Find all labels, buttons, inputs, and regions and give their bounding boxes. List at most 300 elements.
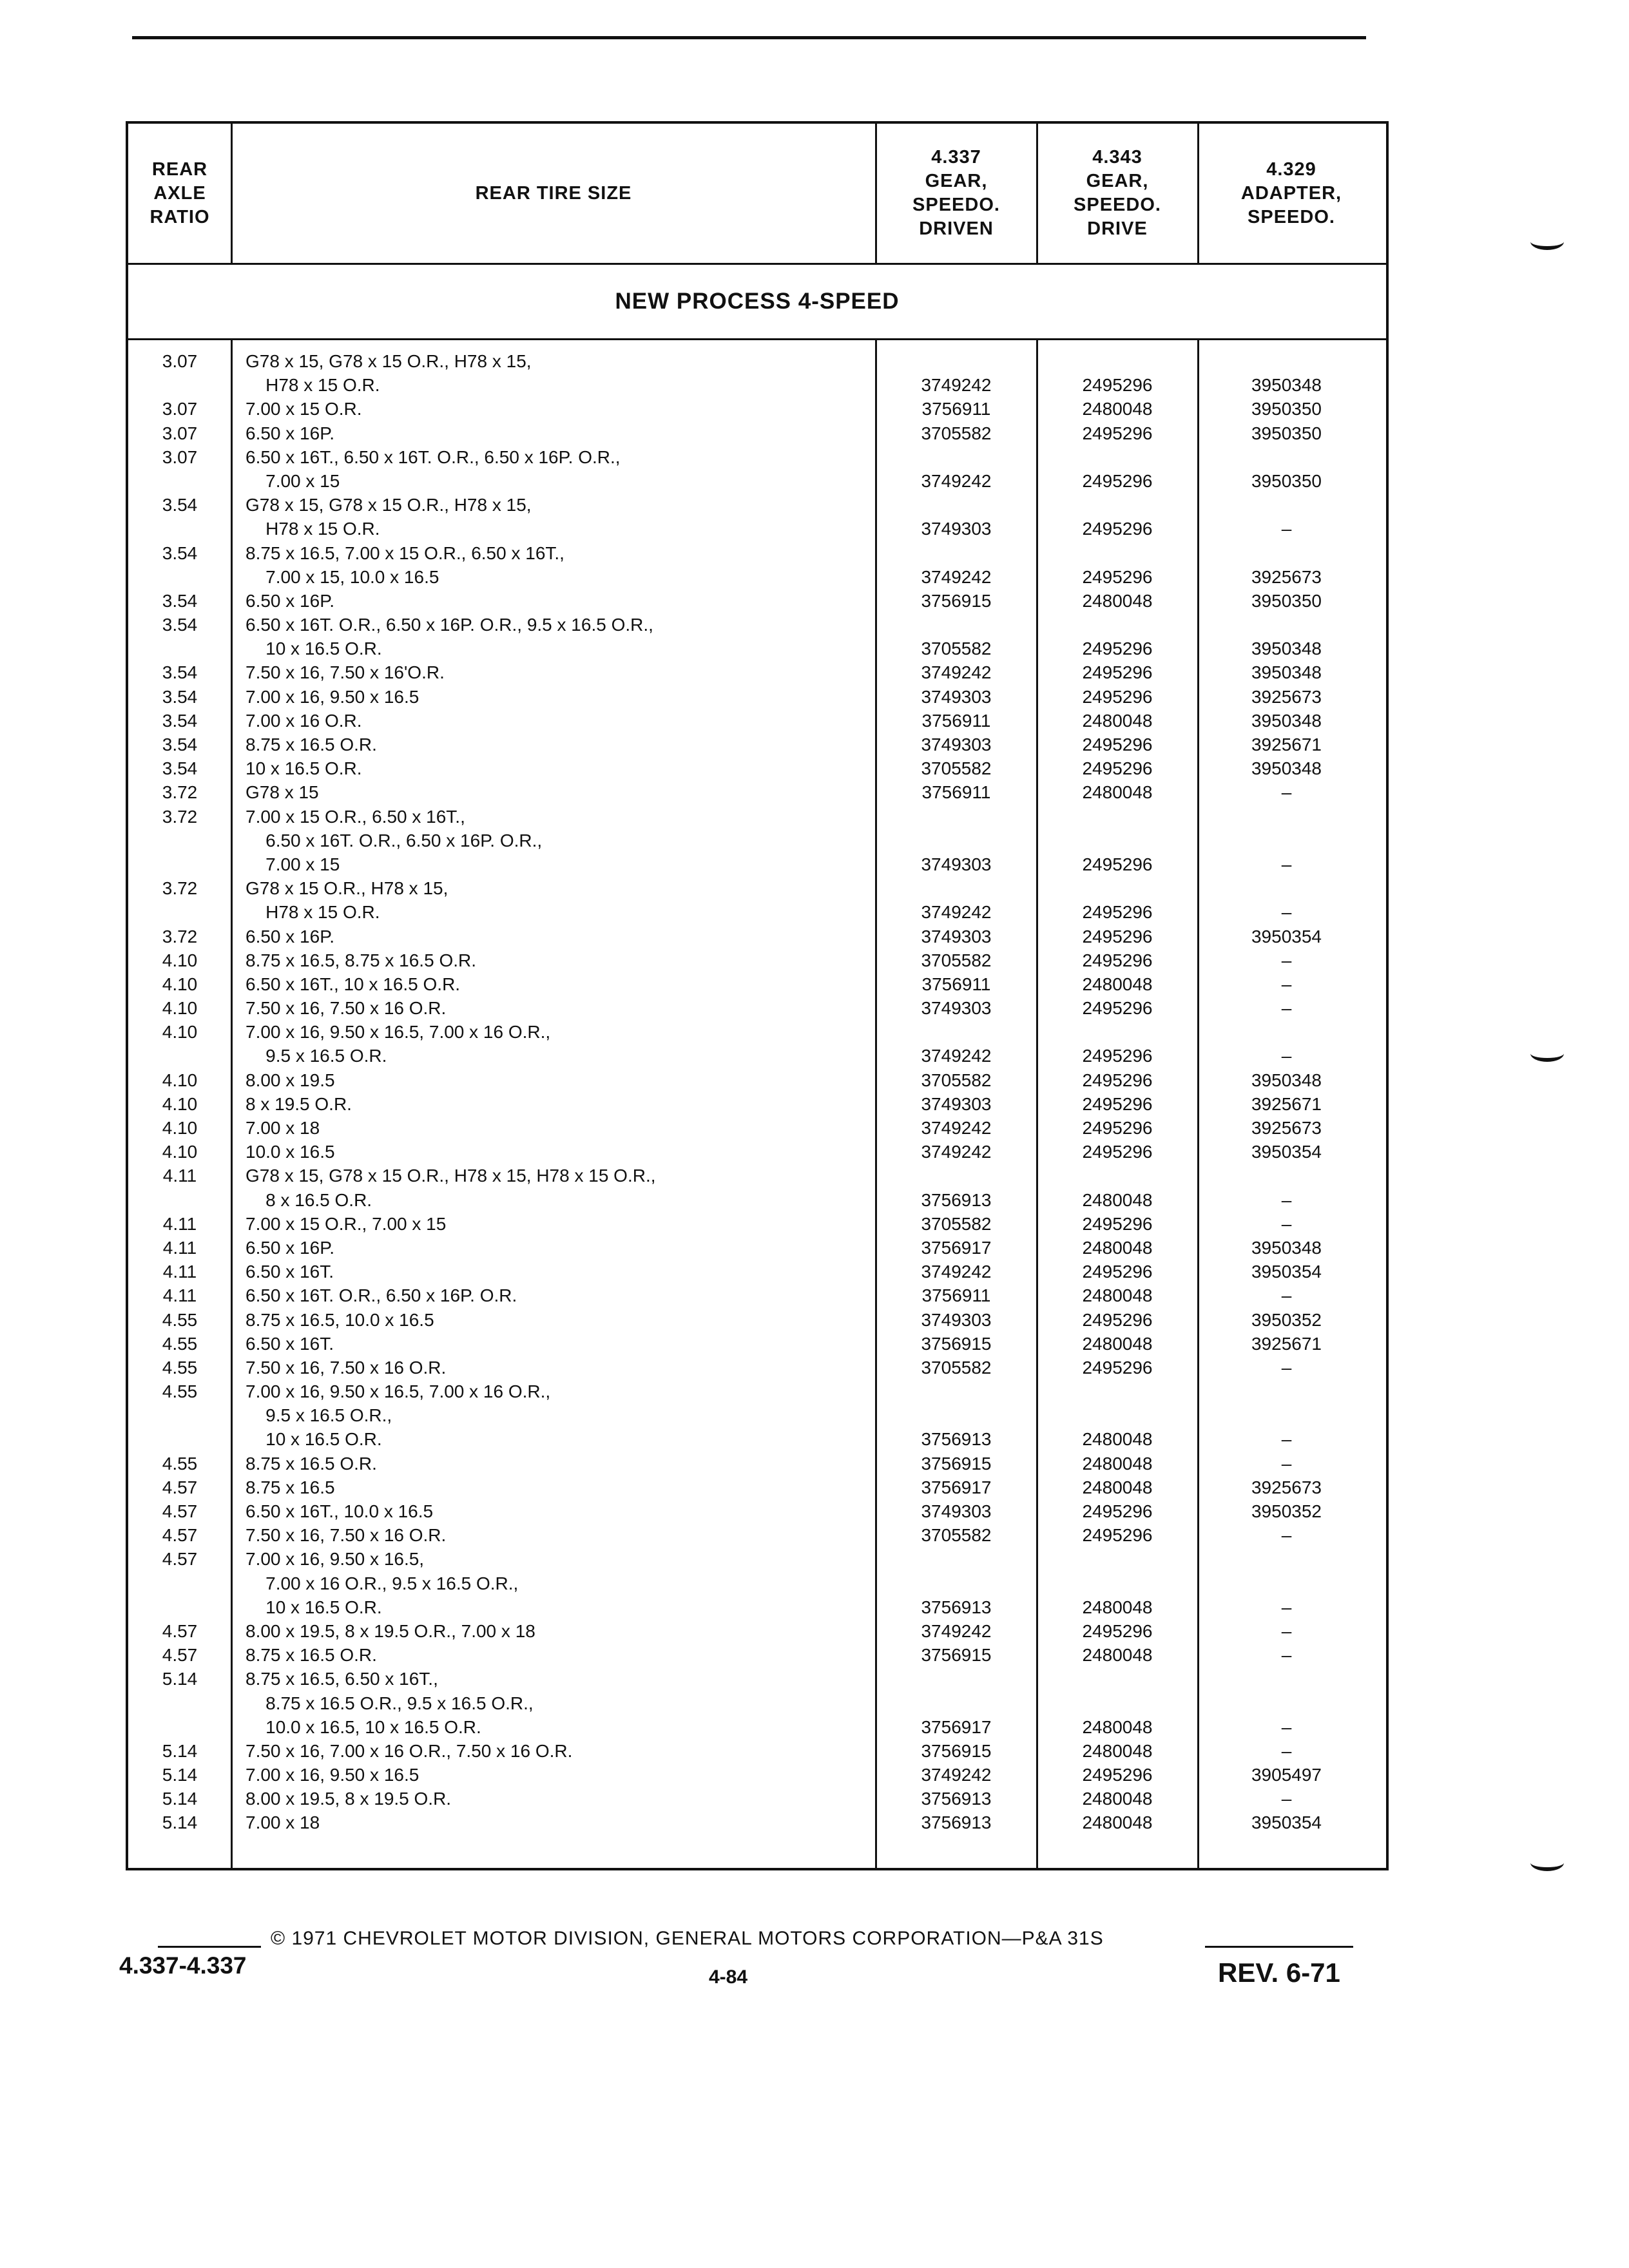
gear-speedo-driven-cell — [876, 1020, 1037, 1044]
table-row — [128, 1811, 1386, 1834]
top-rule — [132, 36, 1366, 39]
adapter-speedo-cell: 3925673 — [1251, 1118, 1322, 1138]
rear-axle-ratio-cell: 4.55 — [162, 1309, 198, 1330]
adapter-speedo-cell — [1198, 805, 1375, 829]
table-row — [128, 1308, 1386, 1332]
gear-speedo-driven-cell: 3749303 — [921, 1093, 992, 1114]
rear-axle-ratio-cell: 4.11 — [162, 1166, 197, 1186]
rear-tire-size-cell: 7.00 x 16, 9.50 x 16.5, — [246, 1549, 425, 1570]
header-gear-speedo-drive: 4.343 GEAR, SPEEDO. DRIVE — [1074, 147, 1161, 239]
header-gear-speedo-driven: 4.337 GEAR, SPEEDO. DRIVEN — [912, 147, 1000, 239]
gear-speedo-driven-cell — [876, 1571, 1037, 1595]
footer-rule — [1205, 1946, 1353, 1948]
adapter-speedo-cell: 3950354 — [1251, 1262, 1322, 1282]
gear-speedo-drive-cell — [1037, 349, 1198, 373]
table-row — [128, 349, 1386, 373]
rear-axle-ratio-cell — [128, 565, 231, 589]
adapter-speedo-cell: – — [1281, 1429, 1292, 1450]
gear-speedo-driven-cell: 3756911 — [921, 710, 991, 731]
gear-speedo-driven-cell: 3756915 — [921, 1645, 992, 1666]
rear-axle-ratio-cell: 3.54 — [162, 615, 198, 635]
rear-tire-size-cell: 6.50 x 16P. — [246, 590, 335, 611]
table-row — [128, 589, 1386, 613]
rear-tire-size-cell: 6.50 x 16T. O.R., 6.50 x 16P. O.R., 9.5 x 16.5 O.R., — [246, 615, 653, 635]
rear-tire-size-cell: 8.75 x 16.5, 7.00 x 15 O.R., 6.50 x 16T., — [246, 543, 564, 563]
table-row — [128, 756, 1386, 780]
adapter-speedo-cell: – — [1281, 1597, 1292, 1617]
rear-tire-size-cell: 10.0 x 16.5 — [246, 1142, 335, 1162]
rear-axle-ratio-cell: 4.57 — [162, 1525, 198, 1546]
table-row — [128, 685, 1386, 709]
table-row — [128, 1715, 1386, 1739]
rear-tire-size-cell: 6.50 x 16T., 6.50 x 16T. O.R., 6.50 x 16P. O.R., — [246, 447, 621, 467]
adapter-speedo-cell — [1198, 1547, 1375, 1571]
adapter-speedo-cell: 3950350 — [1251, 423, 1322, 443]
gear-speedo-drive-cell: 2495296 — [1082, 423, 1153, 443]
gear-speedo-drive-cell: 2495296 — [1082, 1262, 1153, 1282]
adapter-speedo-cell — [1198, 445, 1375, 469]
gear-speedo-driven-cell: 3756917 — [921, 1237, 992, 1258]
gear-speedo-drive-cell: 2480048 — [1082, 1429, 1153, 1450]
gear-speedo-driven-cell: 3756915 — [921, 1740, 992, 1761]
rear-axle-ratio-cell: 4.57 — [162, 1620, 198, 1641]
gear-speedo-driven-cell: 3749303 — [921, 686, 992, 707]
rear-tire-size-cell: 7.00 x 18 — [246, 1812, 320, 1833]
gear-speedo-driven-cell: 3749303 — [921, 998, 992, 1019]
gear-speedo-driven-cell: 3705582 — [921, 1525, 992, 1546]
rear-tire-size-cell: 7.00 x 16, 9.50 x 16.5, 7.00 x 16 O.R., — [246, 1022, 551, 1043]
adapter-speedo-cell — [1198, 1020, 1375, 1044]
rear-tire-size-cell: 10 x 16.5 O.R. — [246, 639, 382, 659]
table-row — [128, 1044, 1386, 1068]
table-row — [128, 1619, 1386, 1643]
table-row — [128, 733, 1386, 756]
margin-tick-mark — [1530, 1854, 1564, 1871]
rear-tire-size-cell: 8 x 16.5 O.R. — [246, 1189, 372, 1210]
table-row — [128, 1427, 1386, 1451]
rear-tire-size-cell: 7.00 x 15 O.R., 7.00 x 15 — [246, 1213, 447, 1234]
rear-tire-size-cell: 10 x 16.5 O.R. — [246, 1597, 382, 1617]
gear-speedo-driven-cell: 3705582 — [921, 758, 992, 779]
adapter-speedo-cell: – — [1281, 1716, 1292, 1737]
adapter-speedo-cell: – — [1281, 1285, 1292, 1306]
adapter-speedo-cell — [1198, 1164, 1375, 1187]
table-row — [128, 1691, 1386, 1715]
adapter-speedo-cell: – — [1281, 974, 1292, 994]
gear-speedo-drive-cell: 2480048 — [1082, 1812, 1153, 1833]
gear-speedo-drive-cell: 2480048 — [1082, 1477, 1153, 1497]
rear-axle-ratio-cell: 4.55 — [162, 1357, 198, 1378]
table-row — [128, 876, 1386, 900]
rear-tire-size-cell: 7.00 x 16 O.R., 9.5 x 16.5 O.R., — [246, 1573, 519, 1593]
rear-axle-ratio-cell: 3.54 — [162, 662, 198, 683]
rear-axle-ratio-cell: 3.54 — [162, 590, 198, 611]
gear-speedo-driven-cell: 3749242 — [921, 1765, 992, 1785]
table-row — [128, 517, 1386, 541]
adapter-speedo-cell: 3950354 — [1251, 926, 1322, 947]
rear-axle-ratio-cell — [128, 1571, 231, 1595]
table-row — [128, 1140, 1386, 1164]
adapter-speedo-cell: 3925671 — [1251, 735, 1322, 754]
rear-tire-size-cell: H78 x 15 O.R. — [246, 375, 380, 396]
rear-tire-size-cell: 10.0 x 16.5, 10 x 16.5 O.R. — [246, 1716, 481, 1737]
rear-tire-size-cell: 6.50 x 16T. — [246, 1333, 334, 1354]
table-row — [128, 780, 1386, 804]
margin-tick-mark — [1530, 1045, 1564, 1062]
rear-axle-ratio-cell: 3.54 — [162, 543, 198, 563]
rear-axle-ratio-cell: 5.14 — [162, 1765, 198, 1785]
rear-tire-size-cell: 7.00 x 15 — [246, 854, 340, 874]
gear-speedo-drive-cell: 2495296 — [1082, 1309, 1153, 1330]
adapter-speedo-cell: – — [1281, 1357, 1292, 1378]
table-row — [128, 565, 1386, 589]
gear-speedo-drive-cell: 2495296 — [1082, 1118, 1153, 1138]
rear-tire-size-cell: 7.00 x 16, 9.50 x 16.5, 7.00 x 16 O.R., — [246, 1381, 551, 1402]
rear-axle-ratio-cell: 5.14 — [162, 1740, 198, 1761]
rear-axle-ratio-cell: 4.57 — [162, 1501, 198, 1521]
adapter-speedo-cell: 3950352 — [1251, 1501, 1322, 1521]
rear-tire-size-cell: 6.50 x 16P. — [246, 926, 335, 947]
gear-speedo-drive-cell: 2495296 — [1082, 998, 1153, 1019]
gear-speedo-driven-cell: 3756911 — [921, 782, 991, 803]
adapter-speedo-cell: 3925671 — [1251, 1093, 1322, 1114]
rear-tire-size-cell: 6.50 x 16T., 10 x 16.5 O.R. — [246, 974, 461, 994]
gear-speedo-driven-cell — [876, 541, 1037, 565]
table-row — [128, 1212, 1386, 1236]
rear-tire-size-cell: 8.75 x 16.5 O.R., 9.5 x 16.5 O.R., — [246, 1693, 534, 1713]
table-row — [128, 1739, 1386, 1763]
section-title: NEW PROCESS 4-SPEED — [128, 263, 1386, 340]
table-row — [128, 1379, 1386, 1403]
table-row — [128, 660, 1386, 684]
gear-speedo-driven-cell: 3749242 — [921, 566, 992, 587]
adapter-speedo-cell: 3905497 — [1251, 1765, 1322, 1785]
rear-axle-ratio-cell: 4.10 — [162, 1022, 198, 1043]
table-row — [128, 469, 1386, 493]
gear-speedo-driven-cell: 3749242 — [921, 470, 992, 491]
table-row — [128, 613, 1386, 637]
rear-tire-size-cell: 7.50 x 16, 7.50 x 16 O.R. — [246, 1525, 447, 1546]
table-row — [128, 1068, 1386, 1092]
table-row — [128, 1164, 1386, 1187]
adapter-speedo-cell — [1198, 1691, 1375, 1715]
rear-axle-ratio-cell: 4.10 — [162, 974, 198, 994]
rear-axle-ratio-cell: 3.54 — [162, 495, 198, 515]
adapter-speedo-cell: – — [1281, 782, 1292, 803]
rear-tire-size-cell: G78 x 15, G78 x 15 O.R., H78 x 15, H78 x 15 O.R., — [246, 1166, 656, 1186]
gear-speedo-driven-cell: 3756913 — [921, 1597, 992, 1617]
gear-speedo-drive-cell — [1037, 876, 1198, 900]
gear-speedo-driven-cell: 3749242 — [921, 1262, 992, 1282]
gear-speedo-drive-cell: 2480048 — [1082, 399, 1153, 419]
margin-tick-mark — [1530, 233, 1564, 250]
rear-tire-size-cell: 7.50 x 16, 7.50 x 16'O.R. — [246, 662, 445, 683]
gear-speedo-driven-cell: 3705582 — [921, 639, 992, 659]
gear-speedo-driven-cell: 3749242 — [921, 1620, 992, 1641]
gear-speedo-drive-cell — [1037, 1379, 1198, 1403]
adapter-speedo-cell: – — [1281, 519, 1292, 539]
gear-speedo-drive-cell — [1037, 805, 1198, 829]
rear-axle-ratio-cell — [128, 1595, 231, 1619]
rear-tire-size-cell: G78 x 15 — [246, 782, 319, 803]
header-divider — [875, 124, 877, 263]
rear-axle-ratio-cell: 3.54 — [162, 735, 198, 754]
gear-speedo-driven-cell — [876, 805, 1037, 829]
header-divider — [1036, 124, 1038, 263]
adapter-speedo-cell: 3950348 — [1251, 639, 1322, 659]
rear-tire-size-cell: 7.00 x 18 — [246, 1118, 320, 1138]
rear-axle-ratio-cell — [128, 517, 231, 541]
table-row — [128, 1523, 1386, 1547]
rear-axle-ratio-cell: 3.54 — [162, 758, 198, 779]
rear-tire-size-cell: H78 x 15 O.R. — [246, 519, 380, 539]
gear-speedo-drive-cell: 2480048 — [1082, 1740, 1153, 1761]
rear-tire-size-cell: 7.00 x 15, 10.0 x 16.5 — [246, 566, 439, 587]
gear-speedo-driven-cell: 3749303 — [921, 926, 992, 947]
rear-axle-ratio-cell: 4.57 — [162, 1477, 198, 1497]
gear-speedo-driven-cell: 3705582 — [921, 423, 992, 443]
gear-speedo-driven-cell: 3756915 — [921, 1333, 992, 1354]
gear-speedo-drive-cell — [1037, 1691, 1198, 1715]
adapter-speedo-cell: 3950350 — [1251, 399, 1322, 419]
gear-speedo-driven-cell: 3756913 — [921, 1189, 992, 1210]
rear-axle-ratio-cell: 3.54 — [162, 710, 198, 731]
gear-speedo-drive-cell: 2495296 — [1082, 566, 1153, 587]
rear-tire-size-cell: 8.75 x 16.5, 8.75 x 16.5 O.R. — [246, 950, 476, 970]
gear-speedo-driven-cell: 3749303 — [921, 519, 992, 539]
adapter-speedo-cell: – — [1281, 1789, 1292, 1809]
rear-tire-size-cell: 10 x 16.5 O.R. — [246, 1429, 382, 1450]
rear-axle-ratio-cell: 3.07 — [162, 447, 198, 467]
rear-tire-size-cell: 6.50 x 16T., 10.0 x 16.5 — [246, 1501, 434, 1521]
adapter-speedo-cell — [1198, 1667, 1375, 1691]
rear-axle-ratio-cell: 5.14 — [162, 1789, 198, 1809]
adapter-speedo-cell: 3950348 — [1251, 1070, 1322, 1090]
rear-axle-ratio-cell: 4.11 — [162, 1237, 197, 1258]
rear-axle-ratio-cell — [128, 1691, 231, 1715]
gear-speedo-drive-cell: 2480048 — [1082, 974, 1153, 994]
adapter-speedo-cell: 3925673 — [1251, 1477, 1322, 1497]
rear-axle-ratio-cell: 4.11 — [162, 1213, 197, 1234]
adapter-speedo-cell — [1198, 876, 1375, 900]
gear-speedo-drive-cell: 2495296 — [1082, 1357, 1153, 1378]
rear-tire-size-cell: 8 x 19.5 O.R. — [246, 1093, 352, 1114]
page-number: 4-84 — [709, 1966, 748, 1988]
page-footer — [0, 1920, 1629, 2023]
gear-speedo-drive-cell: 2480048 — [1082, 590, 1153, 611]
header-rear-tire-size: REAR TIRE SIZE — [475, 182, 632, 204]
gear-speedo-drive-cell: 2495296 — [1082, 902, 1153, 923]
rear-axle-ratio-cell: 4.57 — [162, 1549, 198, 1570]
rear-tire-size-cell: 9.5 x 16.5 O.R. — [246, 1046, 387, 1066]
rear-axle-ratio-cell — [128, 469, 231, 493]
rear-tire-size-cell: 10 x 16.5 O.R. — [246, 758, 362, 779]
table-row — [128, 948, 1386, 972]
rear-tire-size-cell: 8.75 x 16.5 O.R. — [246, 1645, 377, 1666]
rear-axle-ratio-cell: 4.55 — [162, 1381, 198, 1402]
gear-speedo-driven-cell — [876, 876, 1037, 900]
table-row — [128, 829, 1386, 852]
table-row — [128, 805, 1386, 829]
gear-speedo-drive-cell: 2495296 — [1082, 1142, 1153, 1162]
rear-tire-size-cell: 6.50 x 16T. — [246, 1262, 334, 1282]
gear-speedo-driven-cell — [876, 1403, 1037, 1427]
gear-speedo-driven-cell: 3756917 — [921, 1477, 992, 1497]
header-adapter-speedo: 4.329 ADAPTER, SPEEDO. — [1240, 159, 1342, 227]
gear-speedo-driven-cell: 3749242 — [921, 375, 992, 396]
rear-axle-ratio-cell: 3.72 — [162, 926, 198, 947]
adapter-speedo-cell — [1198, 829, 1375, 852]
rear-tire-size-cell: 7.00 x 16, 9.50 x 16.5 — [246, 686, 419, 707]
adapter-speedo-cell: – — [1281, 902, 1292, 923]
rear-axle-ratio-cell: 4.11 — [162, 1262, 197, 1282]
rear-tire-size-cell: 8.00 x 19.5, 8 x 19.5 O.R., 7.00 x 18 — [246, 1620, 535, 1641]
gear-speedo-drive-cell — [1037, 613, 1198, 637]
table-row — [128, 1092, 1386, 1116]
rear-axle-ratio-cell: 4.55 — [162, 1333, 198, 1354]
gear-speedo-drive-cell: 2495296 — [1082, 1620, 1153, 1641]
adapter-speedo-cell: – — [1281, 950, 1292, 970]
gear-speedo-driven-cell: 3749242 — [921, 1142, 992, 1162]
adapter-speedo-cell — [1198, 349, 1375, 373]
gear-speedo-driven-cell — [876, 1667, 1037, 1691]
gear-speedo-drive-cell: 2480048 — [1082, 1237, 1153, 1258]
table-row — [128, 1763, 1386, 1787]
adapter-speedo-cell — [1198, 1571, 1375, 1595]
rear-axle-ratio-cell: 3.07 — [162, 351, 198, 371]
rear-tire-size-cell: 9.5 x 16.5 O.R., — [246, 1405, 392, 1426]
rear-tire-size-cell: 6.50 x 16P. — [246, 1237, 335, 1258]
table-row — [128, 1020, 1386, 1044]
rear-axle-ratio-cell: 4.57 — [162, 1645, 198, 1666]
table-row — [128, 493, 1386, 517]
rear-axle-ratio-cell: 3.72 — [162, 878, 198, 899]
gear-speedo-drive-cell: 2495296 — [1082, 1070, 1153, 1090]
footer-rule — [158, 1946, 261, 1948]
revision-label: REV. 6-71 — [1218, 1957, 1340, 1988]
rear-axle-ratio-cell — [128, 1427, 231, 1451]
gear-speedo-drive-cell — [1037, 493, 1198, 517]
rear-axle-ratio-cell: 3.72 — [162, 806, 198, 827]
gear-speedo-drive-cell: 2495296 — [1082, 926, 1153, 947]
gear-speedo-driven-cell: 3749242 — [921, 1046, 992, 1066]
gear-speedo-driven-cell — [876, 1691, 1037, 1715]
gear-speedo-driven-cell: 3705582 — [921, 1070, 992, 1090]
gear-speedo-drive-cell — [1037, 1403, 1198, 1427]
rear-tire-size-cell: 7.50 x 16, 7.00 x 16 O.R., 7.50 x 16 O.R. — [246, 1740, 573, 1761]
adapter-speedo-cell — [1198, 613, 1375, 637]
gear-speedo-driven-cell: 3749303 — [921, 1309, 992, 1330]
rear-axle-ratio-cell: 5.14 — [162, 1669, 198, 1689]
gear-speedo-drive-cell: 2495296 — [1082, 950, 1153, 970]
rear-axle-ratio-cell: 4.10 — [162, 1118, 198, 1138]
rear-tire-size-cell: G78 x 15, G78 x 15 O.R., H78 x 15, — [246, 351, 532, 371]
gear-speedo-driven-cell — [876, 829, 1037, 852]
gear-speedo-drive-cell — [1037, 1667, 1198, 1691]
gear-speedo-drive-cell: 2480048 — [1082, 1645, 1153, 1666]
rear-axle-ratio-cell: 4.55 — [162, 1453, 198, 1474]
gear-speedo-driven-cell: 3756911 — [921, 399, 991, 419]
adapter-speedo-cell: – — [1281, 1645, 1292, 1666]
gear-speedo-drive-cell — [1037, 445, 1198, 469]
section-code: 4.337-4.337 — [119, 1952, 247, 1979]
table-row — [128, 925, 1386, 948]
table-row — [128, 1475, 1386, 1499]
adapter-speedo-cell: 3950348 — [1251, 375, 1322, 396]
gear-speedo-driven-cell: 3705582 — [921, 1213, 992, 1234]
gear-speedo-drive-cell: 2480048 — [1082, 1285, 1153, 1306]
adapter-speedo-cell: – — [1281, 854, 1292, 874]
rear-tire-size-cell: 8.75 x 16.5, 6.50 x 16T., — [246, 1669, 438, 1689]
adapter-speedo-cell: 3925671 — [1251, 1333, 1322, 1354]
gear-speedo-drive-cell: 2495296 — [1082, 1213, 1153, 1234]
table-row — [128, 1283, 1386, 1307]
rear-axle-ratio-cell: 3.54 — [162, 686, 198, 707]
rear-tire-size-cell: 7.00 x 16 O.R. — [246, 710, 362, 731]
table-row — [128, 1571, 1386, 1595]
gear-speedo-driven-cell: 3756911 — [921, 974, 991, 994]
gear-speedo-driven-cell: 3756917 — [921, 1716, 992, 1737]
rear-tire-size-cell: 8.00 x 19.5 — [246, 1070, 335, 1090]
header-divider — [1197, 124, 1199, 263]
gear-speedo-drive-cell: 2495296 — [1082, 854, 1153, 874]
rear-tire-size-cell: 7.50 x 16, 7.50 x 16 O.R. — [246, 1357, 447, 1378]
gear-speedo-drive-cell: 2480048 — [1082, 1333, 1153, 1354]
table-row — [128, 852, 1386, 876]
rear-axle-ratio-cell: 4.10 — [162, 998, 198, 1019]
gear-speedo-driven-cell: 3749303 — [921, 854, 992, 874]
rear-axle-ratio-cell — [128, 900, 231, 924]
gear-speedo-drive-cell — [1037, 1571, 1198, 1595]
gear-speedo-driven-cell: 3756913 — [921, 1789, 992, 1809]
adapter-speedo-cell: 3925673 — [1251, 566, 1322, 587]
gear-speedo-drive-cell: 2495296 — [1082, 735, 1153, 754]
table-row — [128, 1643, 1386, 1667]
gear-speedo-drive-cell — [1037, 1020, 1198, 1044]
adapter-speedo-cell: 3950350 — [1251, 590, 1322, 611]
gear-speedo-drive-cell: 2495296 — [1082, 375, 1153, 396]
adapter-speedo-cell: – — [1281, 1620, 1292, 1641]
gear-speedo-driven-cell: 3749242 — [921, 1118, 992, 1138]
adapter-speedo-cell: – — [1281, 1525, 1292, 1546]
gear-speedo-driven-cell: 3756913 — [921, 1812, 992, 1833]
parts-table — [126, 121, 1389, 1870]
gear-speedo-drive-cell: 2495296 — [1082, 639, 1153, 659]
rear-axle-ratio-cell: 5.14 — [162, 1812, 198, 1833]
rear-axle-ratio-cell — [128, 637, 231, 660]
gear-speedo-drive-cell: 2480048 — [1082, 1597, 1153, 1617]
gear-speedo-drive-cell: 2495296 — [1082, 470, 1153, 491]
rear-axle-ratio-cell — [128, 829, 231, 852]
adapter-speedo-cell: 3950354 — [1251, 1812, 1322, 1833]
rear-tire-size-cell: 7.00 x 16, 9.50 x 16.5 — [246, 1765, 419, 1785]
adapter-speedo-cell: – — [1281, 1189, 1292, 1210]
gear-speedo-drive-cell: 2495296 — [1082, 1093, 1153, 1114]
rear-tire-size-cell: 7.00 x 15 O.R., 6.50 x 16T., — [246, 806, 465, 827]
gear-speedo-drive-cell: 2495296 — [1082, 686, 1153, 707]
rear-axle-ratio-cell — [128, 852, 231, 876]
gear-speedo-drive-cell: 2480048 — [1082, 1189, 1153, 1210]
table-row — [128, 996, 1386, 1020]
gear-speedo-drive-cell — [1037, 541, 1198, 565]
adapter-speedo-cell: 3950348 — [1251, 1237, 1322, 1258]
table-row — [128, 1595, 1386, 1619]
table-row — [128, 1236, 1386, 1260]
rear-axle-ratio-cell: 3.72 — [162, 782, 198, 803]
table-row — [128, 1787, 1386, 1811]
gear-speedo-drive-cell: 2495296 — [1082, 1046, 1153, 1066]
rear-tire-size-cell: 6.50 x 16T. O.R., 6.50 x 16P. O.R., — [246, 830, 543, 850]
